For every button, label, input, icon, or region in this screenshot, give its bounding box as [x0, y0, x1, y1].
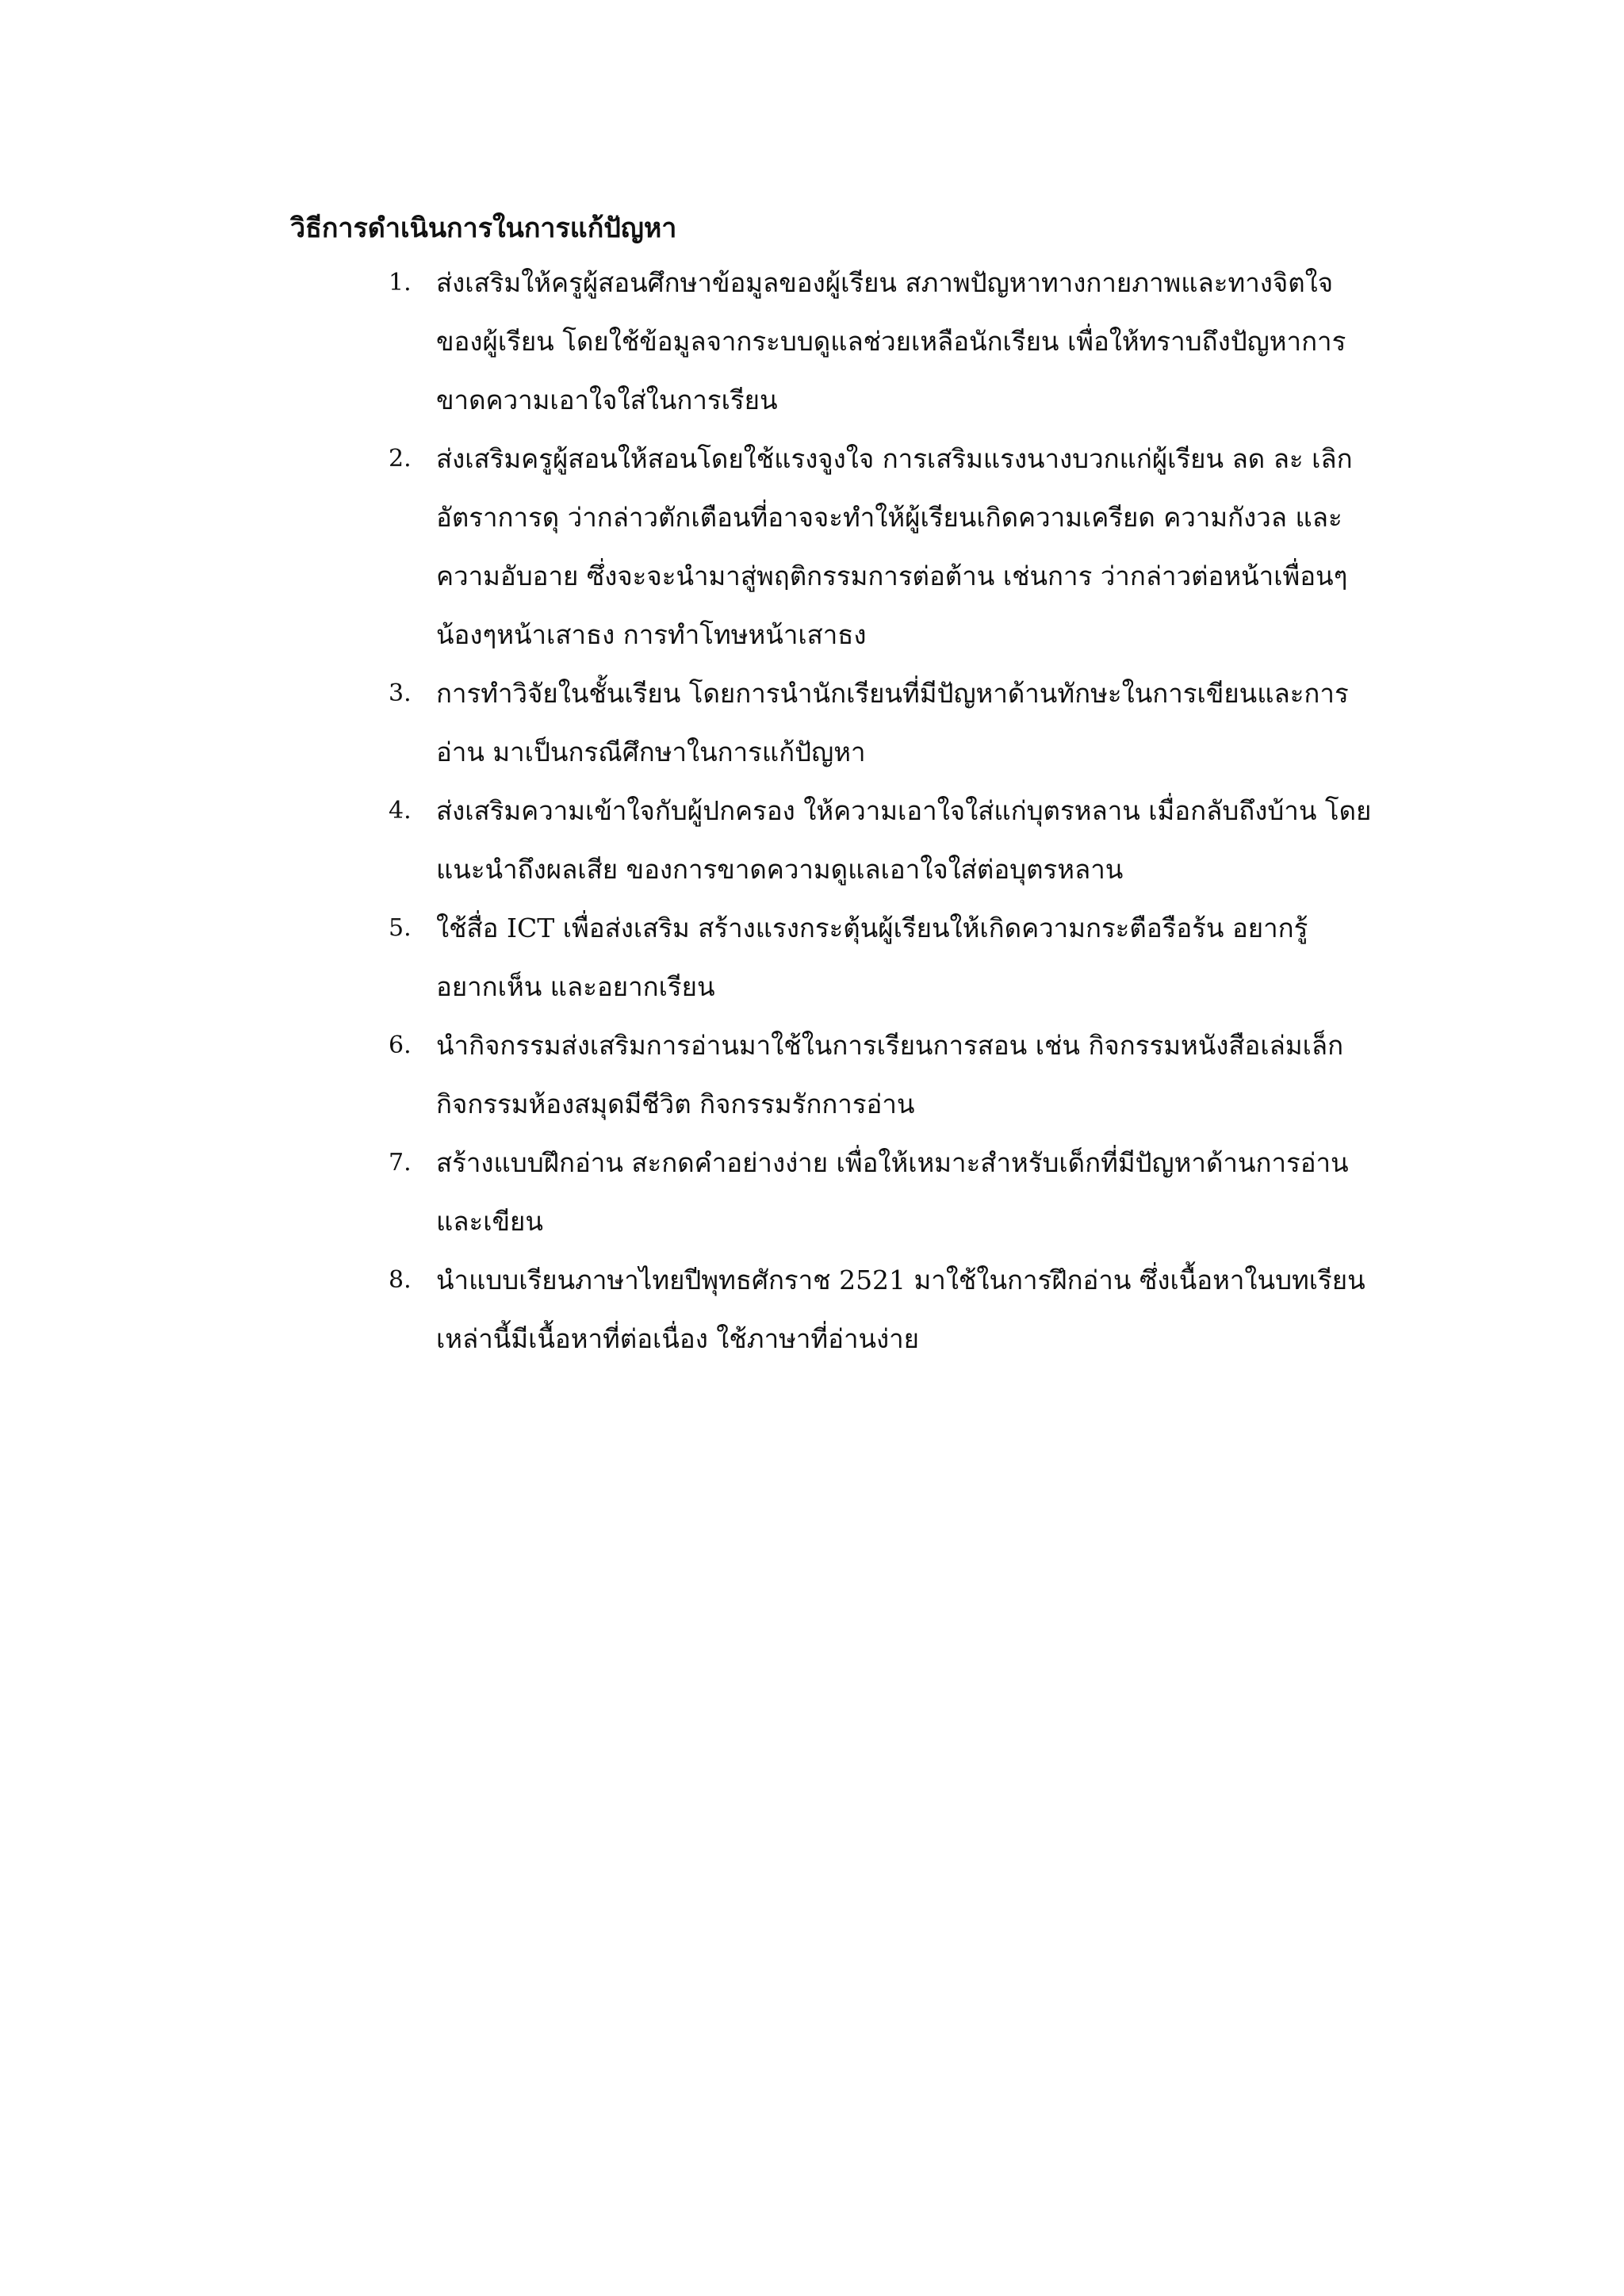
list-item: [389, 1251, 1435, 1368]
list-item: [389, 1016, 1435, 1134]
list-item: [389, 1134, 1435, 1251]
item-text-line: นำกิจกรรมส่งเสริมการอ่านมาใช้ในการเรียนการสอน เช่น กิจกรรมหนังสือเล่มเล็ก: [436, 1030, 1344, 1061]
item-number: 1.: [389, 269, 412, 297]
item-text-line: ส่งเสริมความเข้าใจกับผู้ปกครอง ให้ความเอาใจใส่แก่บุตรหลาน เมื่อกลับถึงบ้าน โดย: [436, 795, 1372, 826]
steps-list: [389, 254, 1435, 1368]
item-number: 8.: [389, 1266, 412, 1294]
item-text-line: แนะนำถึงผลเสีย ของการขาดความดูแลเอาใจใส่ต่อบุตรหลาน: [436, 854, 1124, 885]
item-text-line: ความอับอาย ซึ่งจะจะนำมาสู่พฤติกรรมการต่อต้าน เช่นการ ว่ากล่าวต่อหน้าเพื่อนๆ: [436, 561, 1348, 591]
item-text-line: น้องๆหน้าเสาธง การทำโทษหน้าเสาธง: [436, 619, 867, 650]
item-text-line: อัตราการดุ ว่ากล่าวตักเตือนที่อาจจะทำให้ผู้เรียนเกิดความเครียด ความกังวล และ: [436, 502, 1342, 533]
item-number: 5.: [389, 914, 412, 942]
item-number: 2.: [389, 445, 412, 473]
item-text-line: และเขียน: [436, 1206, 543, 1237]
item-text-line: สร้างแบบฝึกอ่าน สะกดคำอย่างง่าย เพื่อให้เหมาะสำหรับเด็กที่มีปัญหาด้านการอ่าน: [436, 1147, 1349, 1178]
item-text-line: ของผู้เรียน โดยใช้ข้อมูลจากระบบดูแลช่วยเหลือนักเรียน เพื่อให้ทราบถึงปัญหาการ: [436, 326, 1346, 357]
item-text-line: อ่าน มาเป็นกรณีศึกษาในการแก้ปัญหา: [436, 737, 866, 767]
item-text-line: อยากเห็น และอยากเรียน: [436, 971, 715, 1002]
section-heading: วิธีการดำเนินการในการแก้ปัญหา: [290, 212, 677, 244]
list-item: [389, 899, 1435, 1016]
item-text-line: ส่งเสริมครูผู้สอนให้สอนโดยใช้แรงจูงใจ การเสริมแรงนางบวกแก่ผู้เรียน ลด ละ เลิก: [436, 443, 1353, 474]
item-number: 3.: [389, 679, 412, 707]
item-text-line: กิจกรรมห้องสมุดมีชีวิต กิจกรรมรักการอ่าน: [436, 1089, 915, 1119]
item-text-line: การทำวิจัยในชั้นเรียน โดยการนำนักเรียนที่มีปัญหาด้านทักษะในการเขียนและการ: [436, 678, 1349, 709]
list-item: [389, 430, 1435, 664]
item-text-line: ขาดความเอาใจใส่ในการเรียน: [436, 385, 778, 415]
item-text-line: ใช้สื่อ ICT เพื่อส่งเสริม สร้างแรงกระตุ้นผู้เรียนให้เกิดความกระตือรือร้น อยากรู้: [436, 913, 1308, 943]
item-text-line: เหล่านี้มีเนื้อหาที่ต่อเนื่อง ใช้ภาษาที่อ่านง่าย: [436, 1323, 920, 1354]
item-number: 4.: [389, 797, 412, 825]
list-item: [389, 782, 1435, 899]
item-number: 6.: [389, 1031, 412, 1059]
list-item: [389, 254, 1435, 430]
item-text-line: ส่งเสริมให้ครูผู้สอนศึกษาข้อมูลของผู้เรียน สภาพปัญหาทางกายภาพและทางจิตใจ: [436, 267, 1334, 298]
item-text-line: นำแบบเรียนภาษาไทยปีพุทธศักราช 2521 มาใช้ในการฝึกอ่าน ซึ่งเนื้อหาในบทเรียน: [436, 1265, 1365, 1295]
item-number: 7.: [389, 1149, 412, 1177]
list-item: [389, 664, 1435, 782]
